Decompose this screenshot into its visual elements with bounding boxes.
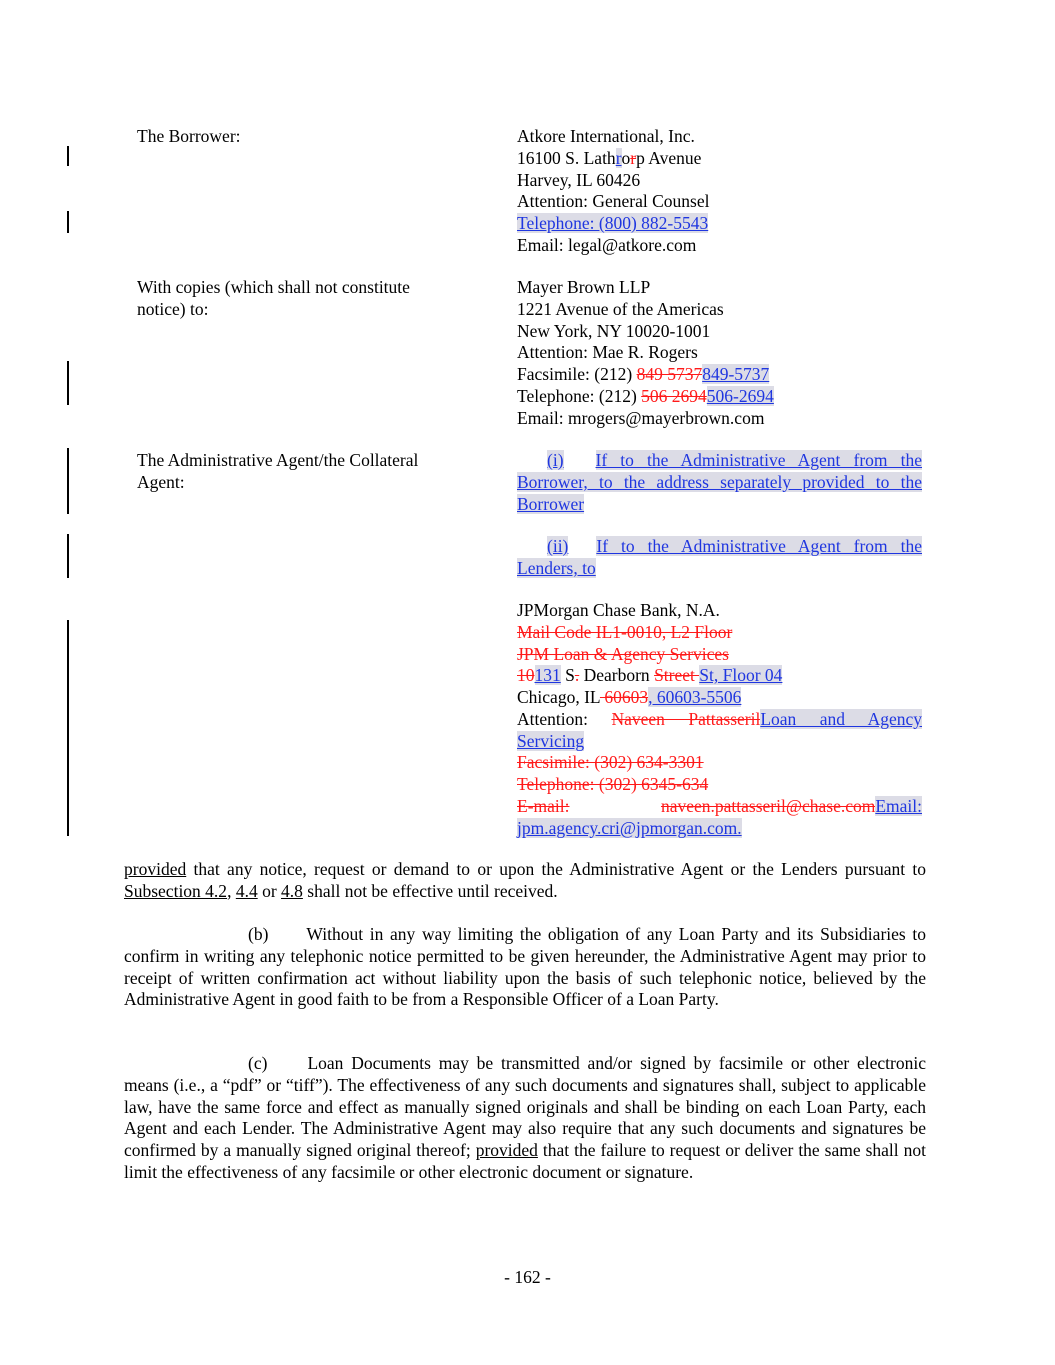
- agent-item-i-line2: Borrower, to the address separately provided to the: [517, 472, 922, 492]
- change-bar: [67, 448, 69, 514]
- agent-email: E-mail: naveen.pattasseril@chase.comEmail:: [517, 796, 922, 816]
- copies-name: Mayer Brown LLP: [517, 277, 651, 297]
- agent-email-cont: jpm.agency.cri@jpmorgan.com.: [517, 818, 742, 838]
- paragraph-b: (b) Without in any way limiting the obligation of any Loan Party and its Subsidiaries to confirm in writing any telephonic notice permitted to be given hereunder, the Administrative Agent may prior to receipt of written confirmation act without liability upon the basis of such telephonic notice, believed by the Administrative Agent in good faith to be from a Responsible Officer of a Loan Party.: [124, 924, 926, 1010]
- change-bar: [67, 211, 69, 233]
- borrower-name: Atkore International, Inc.: [517, 126, 695, 146]
- copies-address: 1221 Avenue of the Americas: [517, 299, 724, 319]
- agent-bank: JPMorgan Chase Bank, N.A.: [517, 600, 720, 620]
- agent-label-cont: Agent:: [137, 472, 185, 492]
- agent-mailcode-deleted: Mail Code IL1-0010, L2 Floor: [517, 622, 733, 642]
- copies-attention: Attention: Mae R. Rogers: [517, 342, 698, 362]
- agent-fax-deleted: Facsimile: (302) 634-3301: [517, 752, 704, 772]
- copies-city: New York, NY 10020-1001: [517, 321, 711, 341]
- agent-city: Chicago, IL 60603, 60603-5506: [517, 687, 742, 707]
- copies-facsimile: Facsimile: (212) 849 5737849-5737: [517, 364, 770, 384]
- paragraph-c: (c) Loan Documents may be transmitted and/or signed by facsimile or other electronic means (i.e., a “pdf” or “tiff”). The effectiveness of any such documents and signatures shall, subject to applicable law, have the same force and effect as manually signed originals and shall be binding on each Loan Party, each Agent and each Lender. The Administrative Agent may also require that any such documents and signatures be confirmed by a manually signed original thereof; provided that the failure to request or deliver the same shall not limit the effectiveness of any facsimile or other electronic document or signature.: [124, 1053, 926, 1182]
- copies-label: With copies (which shall not constitute: [137, 277, 410, 297]
- agent-item-i-line3: Borrower: [517, 494, 585, 514]
- borrower-telephone: Telephone: (800) 882-5543: [517, 213, 709, 233]
- borrower-label: The Borrower:: [137, 126, 241, 146]
- paragraph-c-marker: (c): [248, 1053, 268, 1073]
- copies-email: Email: mrogers@mayerbrown.com: [517, 408, 765, 428]
- borrower-email: Email: legal@atkore.com: [517, 235, 697, 255]
- change-bar: [67, 620, 69, 836]
- agent-tel-deleted: Telephone: (302) 6345-634: [517, 774, 709, 794]
- borrower-attention: Attention: General Counsel: [517, 191, 710, 211]
- provided-paragraph: provided that any notice, request or demand to or upon the Administrative Agent or the Lenders pursuant to Subsection 4.2, 4.4 or 4.8 shall not be effective until received.: [124, 859, 926, 901]
- change-bar: [67, 146, 69, 166]
- change-bar: [67, 361, 69, 405]
- agent-item-ii-line1: (ii) If to the Administrative Agent from the: [547, 536, 922, 556]
- page-number: - 162 -: [504, 1267, 551, 1287]
- agent-jpm-deleted: JPM Loan & Agency Services: [517, 644, 729, 664]
- agent-item-ii-line2: Lenders, to: [517, 558, 596, 578]
- copies-label-cont: notice) to:: [137, 299, 209, 319]
- agent-item-i-line1: (i) If to the Administrative Agent from the: [547, 450, 922, 470]
- agent-attention: Attention: Naveen PattasserilLoan and Agency: [517, 709, 923, 729]
- agent-attention-cont: Servicing: [517, 731, 585, 751]
- borrower-city: Harvey, IL 60426: [517, 170, 641, 190]
- agent-street: 10131 S. Dearborn Street St, Floor 04: [517, 665, 783, 685]
- copies-telephone: Telephone: (212) 506 2694506-2694: [517, 386, 774, 406]
- borrower-address: 16100 S. Lathrorp Avenue: [517, 148, 702, 168]
- paragraph-b-marker: (b): [248, 924, 269, 944]
- agent-label: The Administrative Agent/the Collateral: [137, 450, 419, 470]
- change-bar: [67, 534, 69, 578]
